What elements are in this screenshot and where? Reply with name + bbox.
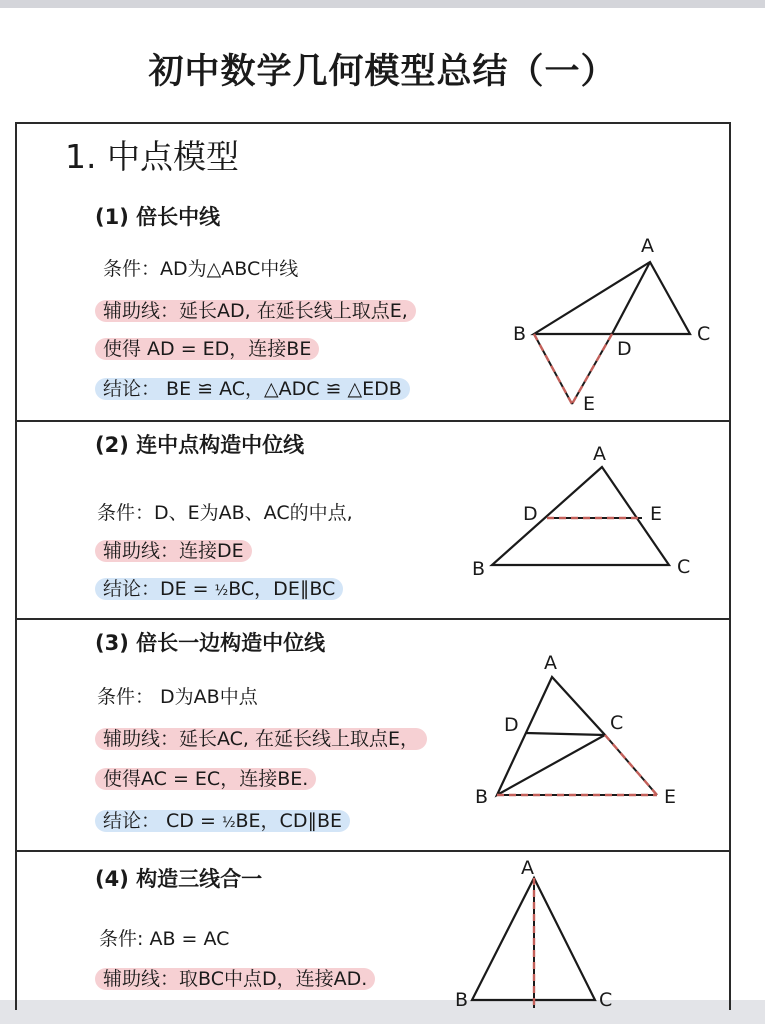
model-heading: (4) 构造三线合一 — [95, 867, 263, 891]
triangle-abc — [492, 467, 669, 565]
section-heading: 1. 中点模型 — [65, 137, 239, 176]
auxiliary-line-text: 辅助线：延长AD, 在延长线上取点E, — [95, 300, 416, 322]
model-heading: (3) 倍长一边构造中位线 — [95, 631, 326, 655]
vertex-label-a: A — [521, 857, 534, 879]
conclusion-text — [95, 578, 343, 600]
fraction-half: ½ — [221, 815, 236, 831]
auxiliary-line-text: 辅助线：延长AC, 在延长线上取点E， — [95, 728, 427, 750]
model-panel-1 — [15, 122, 731, 420]
model-panel-3 — [15, 618, 731, 850]
triangle-diagram — [455, 857, 657, 1011]
conclusion-text — [95, 810, 350, 832]
vertex-label-b: B — [455, 989, 469, 1011]
vertex-label-a: A — [544, 652, 557, 674]
vertex-label-e: E — [650, 503, 663, 525]
auxiliary-line-text: 使得AC = EC，连接BE. — [95, 768, 316, 790]
vertex-label-a: A — [641, 235, 654, 257]
conclusion-suffix: BC，DE∥BC — [228, 578, 336, 600]
fraction-half: ½ — [214, 583, 229, 599]
page-title: 初中数学几何模型总结（一） — [148, 52, 617, 92]
midline-dc — [526, 733, 605, 735]
vertex-label-d: D — [504, 714, 519, 736]
condition-text: 条件: AB = AC — [99, 928, 230, 950]
vertex-label-b: B — [472, 558, 486, 580]
auxiliary-line-text: 辅助线：连接DE — [95, 540, 252, 562]
vertex-label-e: E — [583, 393, 596, 415]
model-heading: (1) 倍长中线 — [95, 205, 221, 229]
triangle-abc — [497, 677, 605, 795]
condition-text: 条件：D、E为AB、AC的中点, — [97, 502, 353, 524]
auxiliary-line-text: 使得 AD = ED，连接BE — [95, 338, 319, 360]
conclusion-prefix: 结论： CD = — [103, 810, 222, 832]
conclusion-suffix: BE，CD∥BE — [235, 810, 342, 832]
model-panel-2 — [15, 420, 731, 618]
condition-text: 条件： D为AB中点 — [97, 686, 258, 708]
vertex-label-e: E — [664, 786, 677, 808]
vertex-label-c: C — [697, 323, 711, 345]
top-strip — [0, 0, 765, 8]
triangle-diagram — [467, 442, 717, 612]
conclusion-prefix: 结论：DE = — [103, 578, 215, 600]
vertex-label-d: D — [617, 338, 632, 360]
model-panel-4 — [15, 850, 731, 1010]
vertex-label-b: B — [513, 323, 527, 345]
conclusion-text: 结论： BE ≌ AC，△ADC ≌ △EDB — [95, 378, 410, 400]
vertex-label-c: C — [610, 712, 624, 734]
auxiliary-line-text: 辅助线：取BC中点D，连接AD. — [95, 968, 375, 990]
triangle-diagram — [472, 645, 722, 845]
condition-text: 条件：AD为△ABC中线 — [103, 258, 299, 280]
vertex-label-d: D — [523, 503, 538, 525]
vertex-label-c: C — [677, 556, 691, 578]
vertex-label-a: A — [593, 443, 606, 465]
vertex-label-c: C — [599, 989, 613, 1011]
triangle-abc — [534, 262, 690, 334]
triangle-diagram — [497, 224, 727, 414]
model-heading: (2) 连中点构造中位线 — [95, 433, 305, 457]
vertex-label-b: B — [475, 786, 489, 808]
